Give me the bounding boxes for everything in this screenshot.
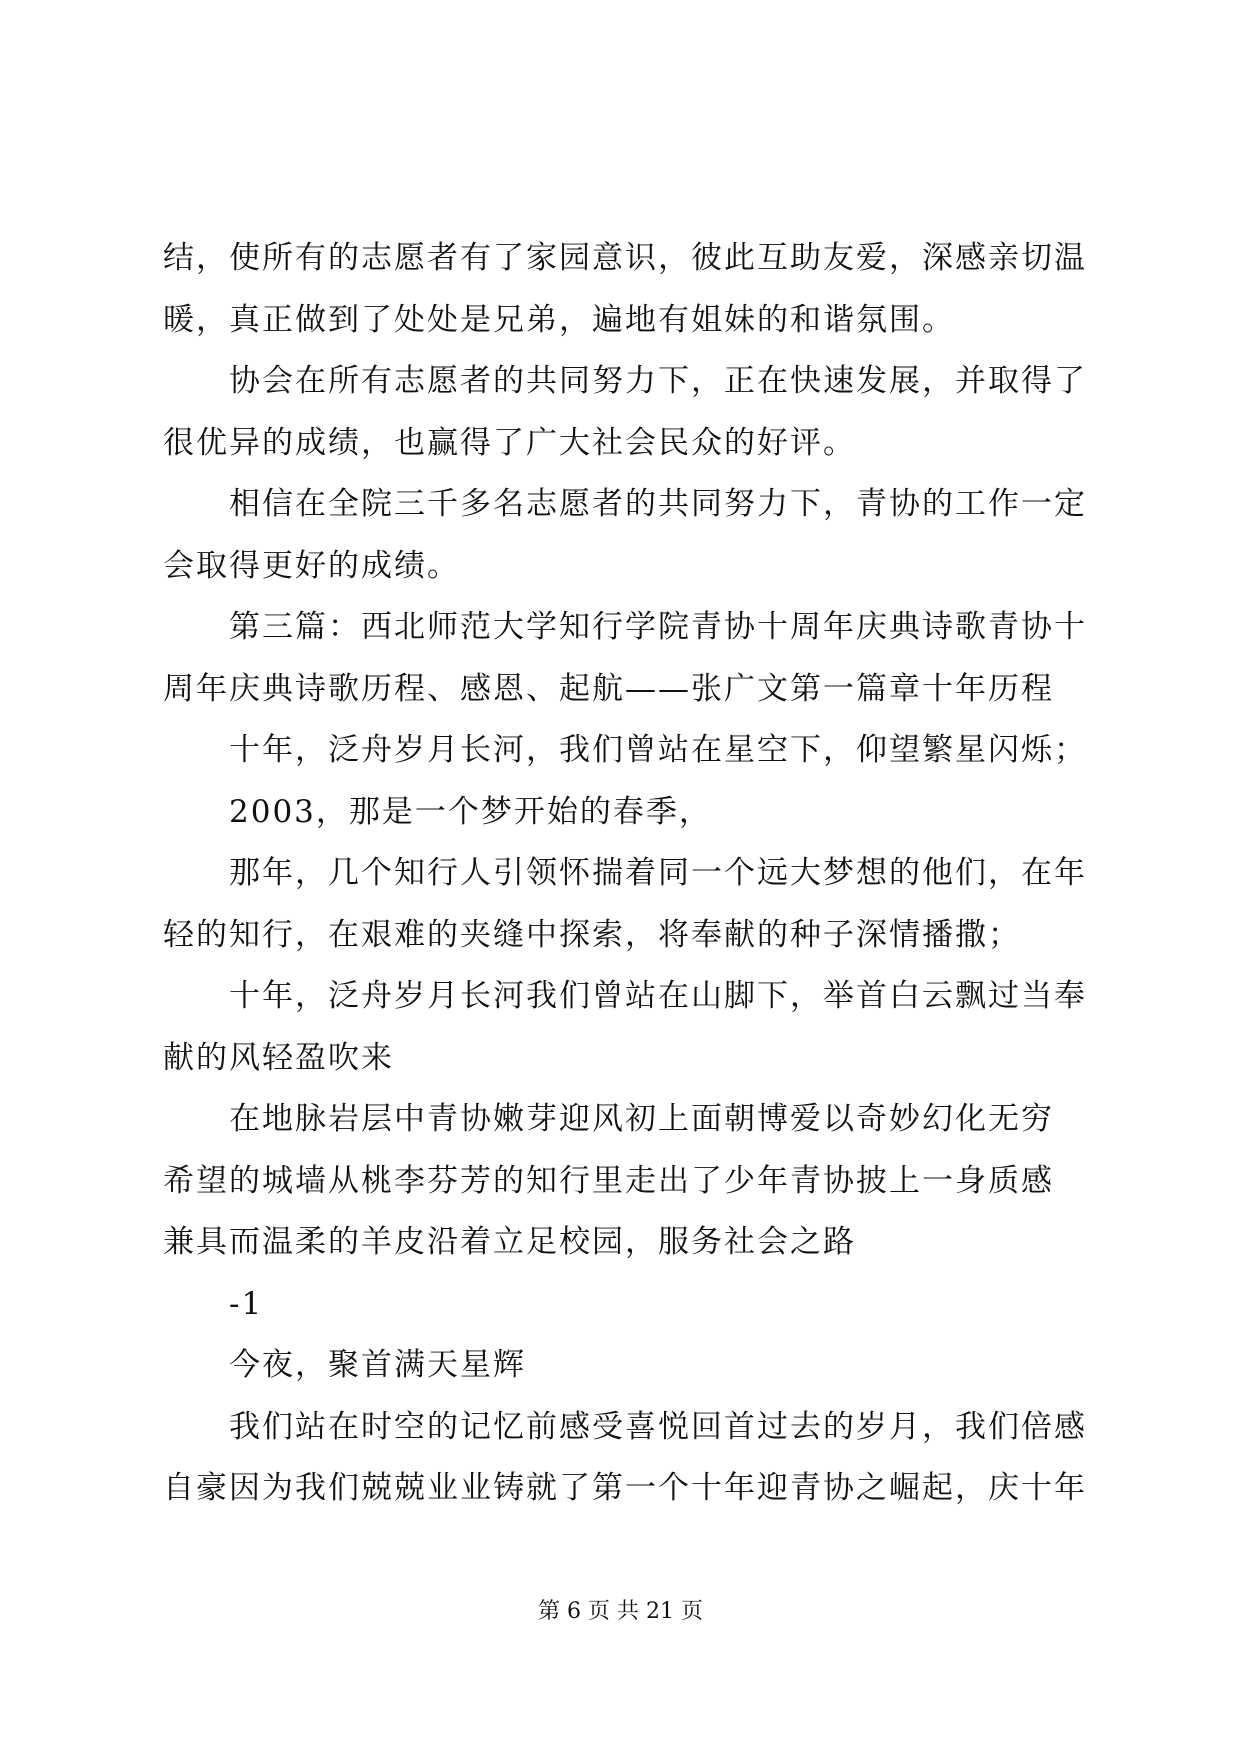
page-footer	[0, 1597, 1241, 1627]
text-line: 今夜，聚首满天星辉	[229, 1347, 526, 1383]
text-line: 轻的知行，在艰难的夹缝中探索，将奉献的种子深情播撒；	[163, 916, 1021, 953]
text-line: 相信在全院三千多名志愿者的共同努力下，青协的工作一定	[229, 486, 1087, 522]
text-line: 暖，真正做到了处处是兄弟，遍地有姐妹的和谐氛围。	[163, 301, 955, 338]
text-line: 自豪因为我们兢兢业业铸就了第一个十年迎青协之崛起，庆十年	[163, 1470, 1087, 1506]
text-line: 那年，几个知行人引领怀揣着同一个远大梦想的他们，在年	[229, 855, 1087, 891]
text-line: 十年，泛舟岁月长河，我们曾站在星空下，仰望繁星闪烁；	[229, 732, 1087, 768]
text-line: -1	[229, 1285, 264, 1322]
text-line: 很优异的成绩，也赢得了广大社会民众的好评。	[163, 424, 856, 461]
page-number-label: 第 6 页 共 21 页	[538, 1599, 703, 1624]
text-line: 十年，泛舟岁月长河我们曾站在山脚下，举首白云飘过当奉	[229, 978, 1087, 1014]
text-line: 我们站在时空的记忆前感受喜悦回首过去的岁月，我们倍感	[229, 1408, 1087, 1445]
text-line: 协会在所有志愿者的共同努力下，正在快速发展，并取得了	[229, 363, 1087, 399]
text-line: 兼具而温柔的羊皮沿着立足校园，服务社会之路	[163, 1224, 856, 1260]
text-line: 结，使所有的志愿者有了家园意识，彼此互助友爱，深感亲切温	[163, 240, 1087, 276]
text-line: 2003，那是一个梦开始的春季，	[229, 793, 712, 830]
text-line: 在地脉岩层中青协嫩芽迎风初上面朝博爱以奇妙幻化无穷	[229, 1101, 1054, 1137]
text-line: 会取得更好的成绩。	[163, 547, 460, 584]
body-text	[163, 228, 1087, 1520]
text-line: 周年庆典诗歌历程、感恩、起航——张广文第一篇章十年历程	[163, 670, 1054, 707]
text-line: 希望的城墙从桃李芬芳的知行里走出了少年青协披上一身质感	[163, 1162, 1054, 1199]
text-line: 献的风轻盈吹来	[163, 1039, 394, 1076]
text-line: 第三篇：西北师范大学知行学院青协十周年庆典诗歌青协十	[229, 609, 1087, 645]
